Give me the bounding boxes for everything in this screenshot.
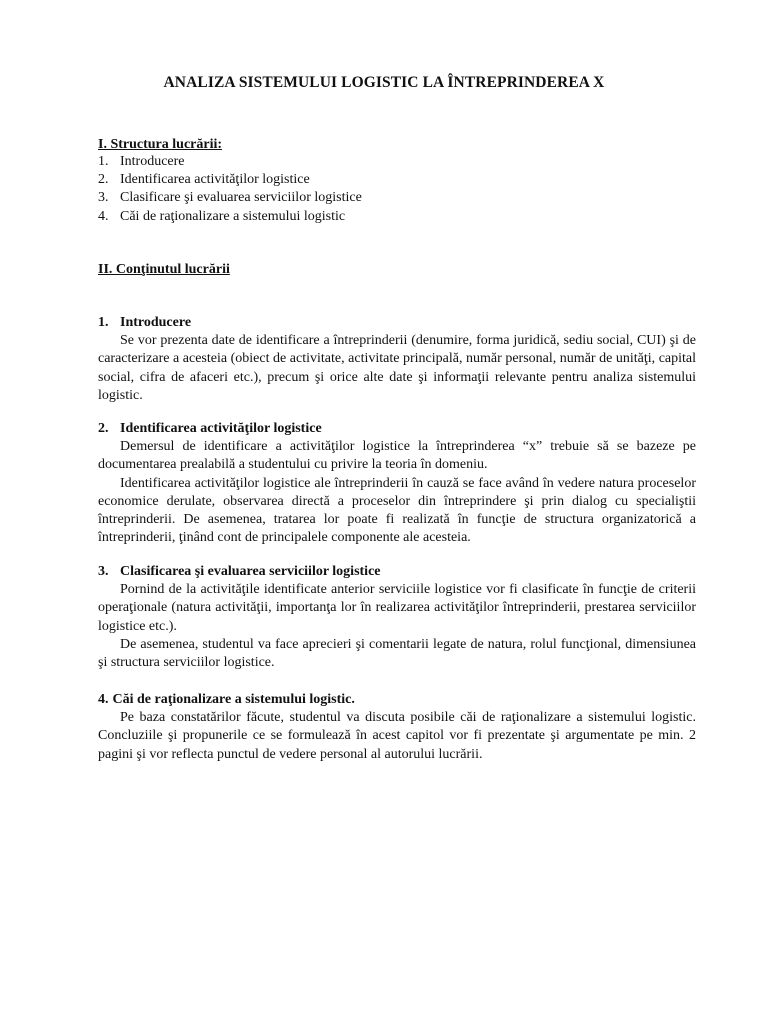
subsection-title: Clasificarea şi evaluarea serviciilor logistice: [120, 564, 381, 579]
subsection-introducere: [98, 314, 696, 405]
subsection-heading: [98, 420, 696, 438]
subsection-number: 1.: [98, 315, 109, 330]
paragraph: De asemenea, studentul va face aprecieri şi comentarii legate de natura, rolul funcţional, dimensiunea şi structura serviciilor logistice.: [98, 636, 696, 671]
list-item-number: 4.: [98, 208, 109, 224]
section1-heading: I. Structura lucrării:: [98, 137, 223, 152]
subsection-clasificarea: [98, 563, 696, 672]
list-item: [98, 189, 658, 207]
paragraph: Identificarea activităţilor logistice ale întreprinderii în cauză se face având în vedere natura proceselor economice derulate, observarea directă a proceselor din întreprindere şi prin dialog cu specialiştii întreprinderii. De asemenea, tratarea lor poate fi realizată în funcţie de structura organizatorică a întreprinderii, ţinând cont de principalele componente ale acesteia.: [98, 475, 696, 546]
subsection-title: Căi de raţionalizare a sistemului logistic.: [112, 692, 355, 707]
paragraph: Pornind de la activităţile identificate anterior serviciile logistice vor fi clasificate în funcţie de criterii operaţionale (natura activităţii, importanţa lor în realizarea activităţilor întreprinderii, prestarea serviciilor logistice etc.).: [98, 582, 696, 634]
subsection-heading: [98, 563, 696, 581]
paragraph: Pe baza constatărilor făcute, studentul va discuta posibile căi de raţionalizare a sistemului logistic. Concluziile şi propunerile ce se formulează în acest capitol vor fi prezentate şi argumentate pe min. 2 pagini şi vor reflecta punctul de vedere personal al autorului lucrării.: [98, 710, 696, 762]
section2-heading: II. Conţinutul lucrării: [98, 262, 230, 277]
list-item-number: 1.: [98, 154, 109, 169]
list-item-label: Căi de raţionalizare a sistemului logistic: [120, 208, 346, 224]
subsection-number: 3.: [98, 564, 109, 579]
list-item-label: Introducere: [120, 154, 185, 169]
subsection-identificarea: [98, 420, 696, 547]
subsection-number: 4.: [98, 692, 109, 707]
list-item-label: Clasificare şi evaluarea serviciilor logistice: [120, 190, 362, 206]
document-title: ANALIZA SISTEMULUI LOGISTIC LA ÎNTREPRINDEREA X: [163, 74, 605, 91]
list-item-label: Identificarea activităţilor logistice: [120, 172, 310, 188]
list-item: [98, 171, 658, 189]
paragraph: Demersul de identificare a activităţilor logistice la întreprinderea “x” trebuie să se bazeze pe documentarea prealabilă a studentului cu privire la teoria în domeniu.: [98, 439, 696, 473]
subsection-heading: [98, 691, 696, 709]
paragraph: Se vor prezenta date de identificare a întreprinderii (denumire, forma juridică, sediu social, CUI) şi de caracterizare a acesteia (obiect de activitate, activitate principală, număr personal, număr de unităţi, capital social, cifra de afaceri etc.), precum şi orice alte date şi informaţii relevante pentru analiza sistemului logistic.: [98, 333, 696, 403]
subsection-title: Introducere: [120, 315, 192, 330]
list-item: [98, 208, 658, 226]
subsection-number: 2.: [98, 421, 109, 436]
list-item-number: 3.: [98, 190, 109, 206]
subsection-heading: [98, 314, 696, 332]
list-item-number: 2.: [98, 172, 109, 188]
list-item: [98, 153, 658, 171]
subsection-cai-rationalizare: [98, 691, 696, 764]
subsection-title: Identificarea activităţilor logistice: [120, 421, 322, 436]
structure-list: [98, 153, 658, 226]
